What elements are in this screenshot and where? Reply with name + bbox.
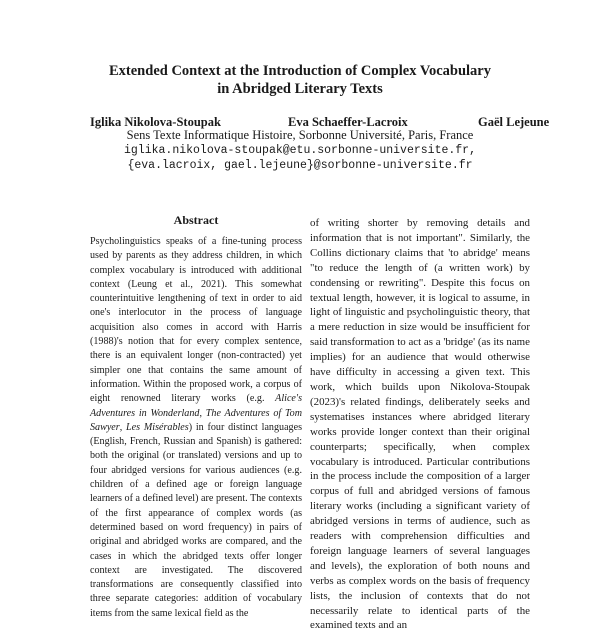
author-name: Eva Schaeffer-Lacroix <box>288 115 408 129</box>
author-name: Gaël Lejeune <box>478 115 550 129</box>
book-title-italic: The Adventures of Tom Sawyer <box>90 407 303 433</box>
affiliation-block <box>0 128 600 173</box>
email-line-2: {eva.lacroix, gael.lejeune}@sorbonne-universite.fr <box>127 159 473 172</box>
abstract-text-part: Psycholinguistics speaks of a fine-tuning process used by parents as they address children, in which complex vocabulary is introduced with additional context (Leung et al., 2021). This somewhat counterintuitive lengthening of text in order to aid one's interlocutor in the process of language acquisition also comes in accord with Harris (1988)'s notion that for every complex sentence, there is an equivalent longer (non-contracted) yet simpler one that contains the same amount of information. Within the proposed work, a corpus of eight renowned literary works (e.g. <box>90 236 302 405</box>
abstract-text <box>90 235 302 621</box>
book-title-italic: Alice's Adventures in Wonderland <box>90 393 302 419</box>
abstract-text-part: ) in four distinct languages (English, French, Russian and Spanish) is gathered: both the original (or translated) versions and up to four abridged versions for various audiences (e.g. children of a defined age or foreign language learners of a defined level) are present. The contexts of the first appearance of complex words (as determined based on word frequency) in pairs of original and abridged works are compared, and the cases in which the abridged texts offer longer context are investigated. The discovered transformations are consequently classified into three separate categories: addition of vocabulary items from the same lexical field as the <box>90 421 303 619</box>
affiliation: Sens Texte Informatique Histoire, Sorbonne Université, Paris, France <box>126 128 474 142</box>
separator: , <box>119 421 127 433</box>
right-column <box>310 216 530 633</box>
paper-title <box>0 62 600 98</box>
email-line-1: iglika.nikolova-stoupak@etu.sorbonne-universite.fr, <box>124 144 476 157</box>
separator: , <box>199 407 206 419</box>
left-column <box>90 213 302 621</box>
abstract-heading: Abstract <box>173 213 219 227</box>
book-title-italic: Les Misérables <box>126 421 189 433</box>
title-line-1: Extended Context at the Introduction of Complex Vocabulary <box>109 63 491 79</box>
body-paragraph: of writing shorter by removing details and information that is not important". Similarly, the Collins dictionary claims that 'to abridge' means "to reduce the length of (a written work) by condensing or rewriting". Despite this focus on textual length, however, it is logical to assume, in light of linguistic and psycholinguistic theory, that a mere reduction in size would be insufficient for said transformation to act as a 'bridge' (as its name implies) for an audience that would otherwise have difficulty in accessing a given text. This work, which builds upon Nikolova-Stoupak (2023)'s related findings, deliberately seeks and systematises instances where abridged literary works provide longer context than their original counterparts; specifically, when complex vocabulary is introduced. Particular contributions in the process include the composition of a larger corpus of full and abridged versions of famous literary works (including a significant variety of abridged versions in terms of audience, such as readers with comprehension difficulties and foreign language learners of several languages and levels), the exploration of both nouns and verbs as complex words on the basis of frequency lists, the inclusion of contexts that do not necessarily relate to identical parts of the examined texts and an <box>310 217 530 632</box>
author-name: Iglika Nikolova-Stoupak <box>90 115 221 129</box>
title-line-2: in Abridged Literary Texts <box>217 81 383 97</box>
